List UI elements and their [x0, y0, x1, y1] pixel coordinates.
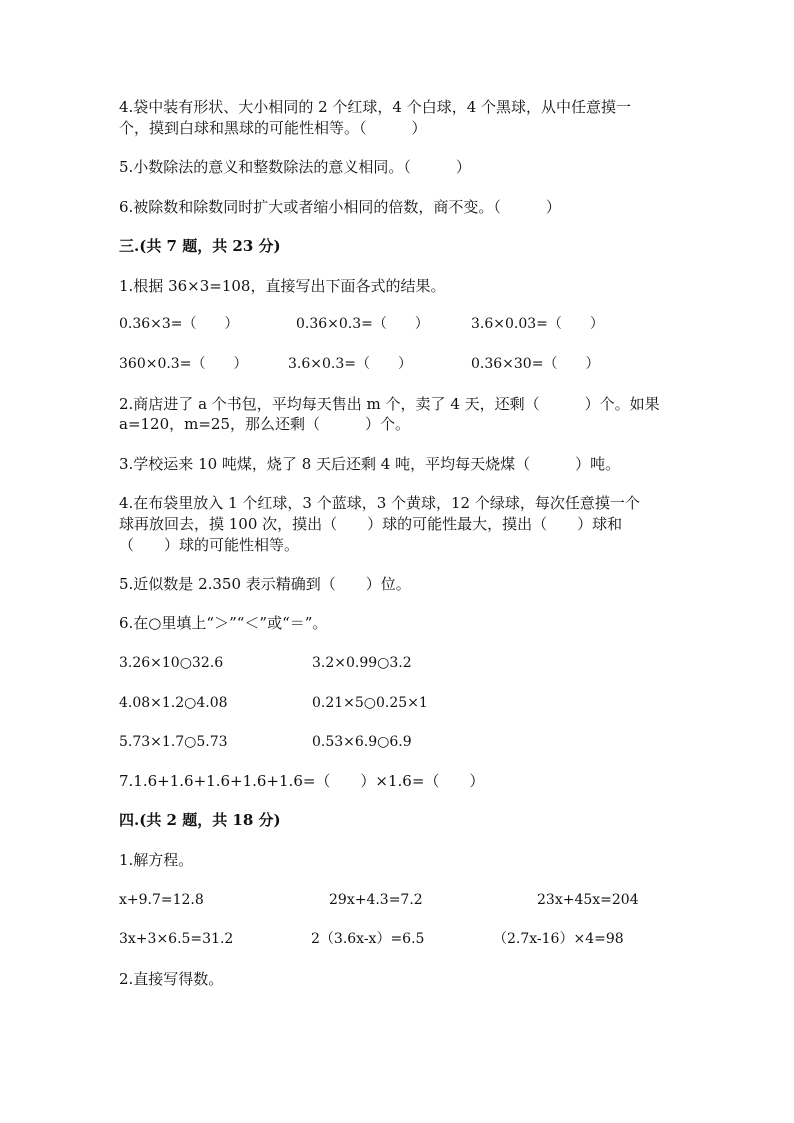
judgement-q6: 6.被除数和除数同时扩大或者缩小相同的倍数，商不变。（ ）: [119, 198, 561, 216]
s4-q1-r1-c3: 23x+45x=204: [537, 892, 639, 908]
s4-q1-text: 1.解方程。: [119, 851, 194, 869]
s3-q1-text: 1.根据 36×3=108，直接写出下面各式的结果。: [119, 277, 446, 295]
s3-q1-r2-c3: 0.36×30=（ ）: [471, 356, 600, 372]
s3-q7: 7.1.6+1.6+1.6+1.6+1.6=（ ）×1.6=（ ）: [119, 772, 485, 790]
s3-q6-text: 6.在○里填上“＞”“＜”或“＝”。: [119, 614, 328, 632]
section-3-title: 三.(共 7 题，共 23 分): [119, 237, 281, 255]
s3-q2-line2: a=120，m=25，那么还剩（ ）个。: [119, 415, 411, 433]
s3-q6-r2-c2: 0.21×5○0.25×1: [312, 695, 428, 711]
s3-q4-line1: 4.在布袋里放入 1 个红球，3 个蓝球，3 个黄球，12 个绿球，每次任意摸一个: [119, 494, 640, 512]
judgement-q4-line2: 个，摸到白球和黑球的可能性相等。（ ）: [119, 119, 427, 137]
s4-q1-r2-c2: 2（3.6x-x）=6.5: [311, 931, 425, 947]
s4-q1-r2-c1: 3x+3×6.5=31.2: [119, 931, 234, 947]
s3-q6-r3-c1: 5.73×1.7○5.73: [119, 734, 228, 750]
s3-q6-r1-c2: 3.2×0.99○3.2: [312, 655, 412, 671]
s3-q1-r2-c1: 360×0.3=（ ）: [119, 356, 248, 372]
section-4-title: 四.(共 2 题，共 18 分): [119, 811, 281, 829]
s3-q6-r3-c2: 0.53×6.9○6.9: [312, 734, 412, 750]
s3-q1-r1-c2: 0.36×0.3=（ ）: [296, 316, 429, 332]
s4-q2: 2.直接写得数。: [119, 970, 224, 988]
s3-q2-line1: 2.商店进了 a 个书包，平均每天售出 m 个，卖了 4 天，还剩（ ）个。如果: [119, 395, 660, 413]
s3-q6-r1-c1: 3.26×10○32.6: [119, 655, 224, 671]
s3-q1-r1-c3: 3.6×0.03=（ ）: [471, 316, 604, 332]
judgement-q5: 5.小数除法的意义和整数除法的意义相同。（ ）: [119, 158, 471, 176]
s3-q4-line2: 球再放回去，摸 100 次，摸出（ ）球的可能性最大，摸出（ ）球和: [119, 515, 623, 533]
s3-q3: 3.学校运来 10 吨煤，烧了 8 天后还剩 4 吨，平均每天烧煤（ ）吨。: [119, 455, 621, 473]
s3-q6-r2-c1: 4.08×1.2○4.08: [119, 695, 228, 711]
s3-q1-r2-c2: 3.6×0.3=（ ）: [288, 356, 412, 372]
s4-q1-r2-c3: （2.7x-16）×4=98: [493, 931, 624, 947]
s3-q4-line3: （ ）球的可能性相等。: [119, 536, 300, 554]
judgement-q4-line1: 4.袋中装有形状、大小相同的 2 个红球，4 个白球，4 个黑球，从中任意摸一: [119, 98, 632, 116]
s3-q1-r1-c1: 0.36×3=（ ）: [119, 316, 239, 332]
s4-q1-r1-c2: 29x+4.3=7.2: [329, 892, 423, 908]
s4-q1-r1-c1: x+9.7=12.8: [119, 892, 204, 908]
s3-q5: 5.近似数是 2.350 表示精确到（ ）位。: [119, 575, 411, 593]
